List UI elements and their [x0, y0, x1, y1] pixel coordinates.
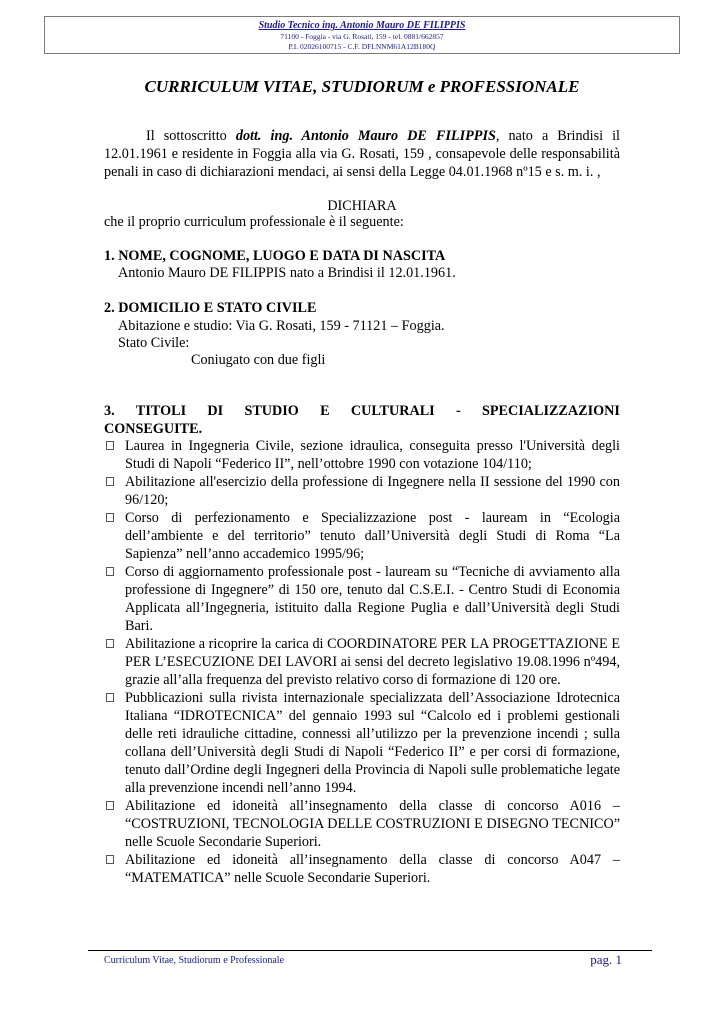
letterhead-address: 71100 - Foggia - via G. Rosati, 159 - tel. 0881/662857: [280, 32, 444, 41]
section-2-civil-status-label: Stato Civile:: [118, 335, 190, 351]
list-item: [104, 473, 620, 509]
list-item-text: Abilitazione ed idoneità all’insegnamento della classe di concorso A016 – “COSTRUZIONI, TECNOLOGIA DELLE COSTRUZIONI E DISEGNO TECNICO” nelle Scuole Secondarie Superiori.: [125, 798, 620, 850]
heading-word: SPECIALIZZAZIONI: [481, 403, 620, 419]
heading-word: 3.: [104, 403, 115, 419]
list-item: [104, 509, 620, 563]
list-item-text: Corso di perfezionamento e Specializzazione post - lauream in “Ecologia dell’ambiente e del territorio” tenuto dall’Università degli Studi di Roma “La Sapienza” nell’anno accademico 1995/96;: [125, 510, 620, 562]
section-2-civil-status-value: Coniugato con due figli: [191, 352, 326, 368]
footer-divider: [88, 950, 652, 951]
section-1-body: Antonio Mauro DE FILIPPIS nato a Brindisi il 12.01.1961.: [118, 265, 456, 281]
dichiara-heading: DICHIARA: [327, 198, 397, 214]
list-item: [104, 689, 620, 797]
list-item: [104, 851, 620, 887]
bullet-box-icon: [106, 855, 114, 864]
section-2-heading: 2. DOMICILIO E STATO CIVILE: [104, 300, 317, 316]
list-item-text: Pubblicazioni sulla rivista internazionale specializzata dell’Associazione Idrotecnica Italiana “IDROTECNICA” del gennaio 1993 sul “Calcolo ed i problemi gestionali delle reti idrauliche cittadine, connessi all’utilizzo per la prevenzione incendi ; sulla collana dell’Università degli Studi di Napoli “Federico II” e per corsi di formazione, tenuto dall’Ordine degli Ingegneri della Provincia di Napoli sulle problematiche legate alla prevenzione incendi nell’anno 1994.: [125, 690, 620, 796]
letterhead: [44, 16, 680, 54]
heading-word: TITOLI: [135, 403, 187, 419]
heading-word: -: [455, 403, 461, 419]
dichiara-subtext: che il proprio curriculum professionale è il seguente:: [104, 214, 404, 230]
list-item: [104, 563, 620, 635]
section-3-heading: [104, 402, 620, 438]
bullet-box-icon: [106, 693, 114, 702]
list-item-text: Abilitazione ed idoneità all’insegnamento della classe di concorso A047 – “MATEMATICA” nelle Scuole Secondarie Superiori.: [125, 852, 620, 886]
intro-paragraph: [104, 127, 620, 181]
intro-rest: , nato a Brindisi il 12.01.1961 e residente in Foggia alla via G. Rosati, 159 , consapevole delle responsabilità penali in caso di dichiarazioni mendaci, ai sensi della Legge 04.01.1968 nº15 e s. m. i. ,: [104, 128, 620, 180]
list-item: [104, 437, 620, 473]
document-title: CURRICULUM VITAE, STUDIORUM e PROFESSIONALE: [144, 77, 580, 96]
qualifications-list: [104, 437, 620, 887]
bullet-box-icon: [106, 567, 114, 576]
list-item: [104, 797, 620, 851]
section-1-heading: 1. NOME, COGNOME, LUOGO E DATA DI NASCITA: [104, 248, 446, 264]
intro-name: dott. ing. Antonio Mauro DE FILIPPIS: [235, 128, 496, 144]
heading-word: DI: [207, 403, 224, 419]
bullet-box-icon: [106, 801, 114, 810]
list-item: [104, 635, 620, 689]
section-3-heading-line1: [104, 402, 620, 420]
footer-title: Curriculum Vitae, Studiorum e Professionale: [104, 955, 285, 966]
list-item-text: Corso di aggiornamento professionale post - lauream su “Tecniche di avviamento alla professione di Ingegnere” di 150 ore, tenuto dal C.S.E.I. - Centro Studi di Economia Applicata all’Ingegneria, istituito dalla Regione Puglia e dall’Università degli Studi Bari.: [125, 564, 620, 634]
heading-word: CULTURALI: [350, 403, 435, 419]
bullet-box-icon: [106, 513, 114, 522]
list-item-text: Abilitazione a ricoprire la carica di COORDINATORE PER LA PROGETTAZIONE E PER L’ESECUZIONE DEI LAVORI ai sensi del decreto legislativo 19.08.1996 nº494, grazie all’alla frequenza del previsto relativo corso di formazione di 120 ore.: [125, 636, 620, 688]
intro-prefix: Il sottoscritto: [146, 128, 236, 144]
list-item-text: Abilitazione all'esercizio della professione di Ingegnere nella II sessione del 1990 con 96/120;: [125, 474, 620, 508]
bullet-box-icon: [106, 477, 114, 486]
list-item-text: Laurea in Ingegneria Civile, sezione idraulica, conseguita presso l'Università degli Studi di Napoli “Federico II”, nell’ottobre 1990 con votazione 104/110;: [125, 438, 620, 472]
section-2-address: Abitazione e studio: Via G. Rosati, 159 - 71121 – Foggia.: [118, 318, 445, 334]
bullet-box-icon: [106, 639, 114, 648]
page-number: pag. 1: [590, 952, 622, 967]
heading-word: E: [320, 403, 330, 419]
bullet-box-icon: [106, 441, 114, 450]
letterhead-fiscal-codes: P.I. 02026100715 - C.F. DFLNNM61A12B180Q: [288, 42, 436, 51]
letterhead-studio-name: Studio Tecnico ing. Antonio Mauro DE FILIPPIS: [258, 20, 466, 31]
heading-word: STUDIO: [244, 403, 299, 419]
section-3-heading-line2: CONSEGUITE.: [104, 421, 203, 437]
